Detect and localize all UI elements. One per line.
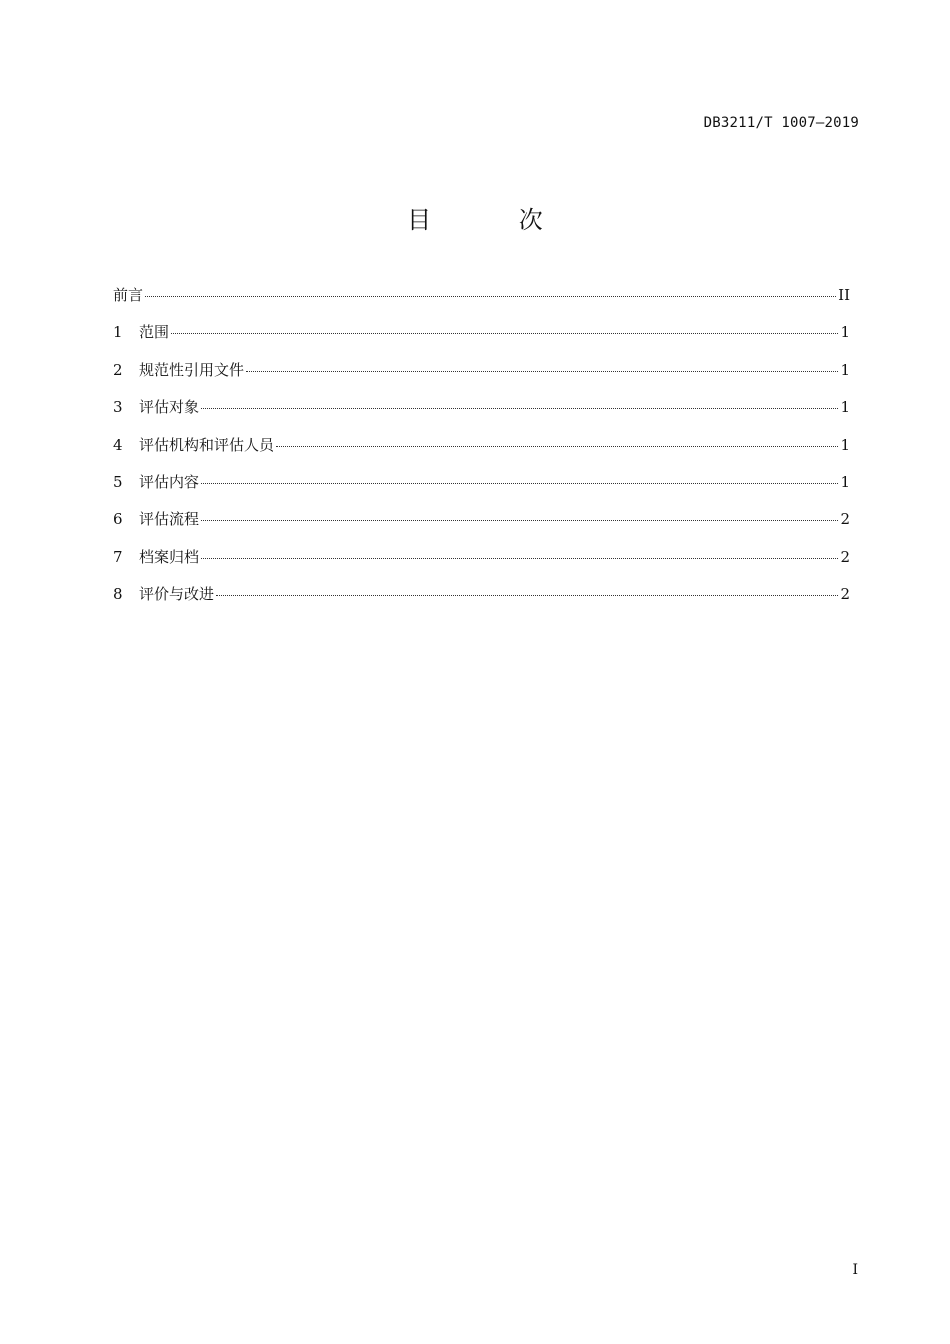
- page-number: I: [852, 1262, 858, 1278]
- toc-entry-1[interactable]: [113, 321, 850, 358]
- toc-entry-4[interactable]: [113, 434, 850, 471]
- dot-leader: [246, 371, 838, 372]
- toc-entry-label: 规范性引用文件: [139, 360, 245, 379]
- toc-entry-page: 1: [840, 435, 850, 454]
- toc-entry-label: 范围: [139, 323, 170, 342]
- toc-entry-label: 评估对象: [139, 398, 200, 417]
- toc-entry-page: 1: [840, 398, 850, 417]
- toc-entry-page: 1: [840, 472, 850, 491]
- toc-entry-number: 1: [113, 323, 123, 342]
- table-of-contents: [113, 284, 850, 621]
- toc-entry-label: 档案归档: [139, 547, 200, 566]
- toc-entry-5[interactable]: [113, 471, 850, 508]
- toc-entry-label: 前言: [113, 286, 144, 304]
- toc-entry-page: 2: [840, 547, 850, 566]
- toc-entry-page: 1: [840, 360, 850, 379]
- toc-entry-8[interactable]: [113, 583, 850, 620]
- dot-leader: [201, 408, 838, 409]
- toc-entry-label: 评估内容: [139, 472, 200, 491]
- page-title: 目 次: [407, 206, 583, 234]
- dot-leader: [276, 446, 838, 447]
- toc-entry-7[interactable]: [113, 546, 850, 583]
- dot-leader: [201, 520, 838, 521]
- dot-leader: [145, 296, 836, 297]
- toc-entry-6[interactable]: [113, 508, 850, 545]
- toc-entry-number: 5: [113, 472, 123, 491]
- toc-entry-number: 4: [113, 435, 123, 454]
- toc-entry-number: 8: [113, 585, 123, 604]
- dot-leader: [171, 333, 838, 334]
- toc-entry-label: 评估机构和评估人员: [139, 435, 275, 454]
- dot-leader: [201, 558, 838, 559]
- toc-entry-label: 评价与改进: [139, 585, 215, 604]
- toc-entry-number: 6: [113, 510, 123, 529]
- dot-leader: [201, 483, 838, 484]
- toc-entry-number: 7: [113, 547, 123, 566]
- toc-entry-label: 评估流程: [139, 510, 200, 529]
- toc-entry-foreword[interactable]: [113, 284, 850, 321]
- toc-entry-2[interactable]: [113, 359, 850, 396]
- dot-leader: [216, 595, 838, 596]
- toc-entry-number: 3: [113, 398, 123, 417]
- toc-entry-3[interactable]: [113, 396, 850, 433]
- toc-entry-number: 2: [113, 360, 123, 379]
- toc-entry-page: 2: [840, 585, 850, 604]
- toc-entry-page: II: [838, 286, 850, 304]
- toc-entry-page: 1: [840, 323, 850, 342]
- document-code: DB3211/T 1007—2019: [703, 115, 859, 131]
- toc-entry-page: 2: [840, 510, 850, 529]
